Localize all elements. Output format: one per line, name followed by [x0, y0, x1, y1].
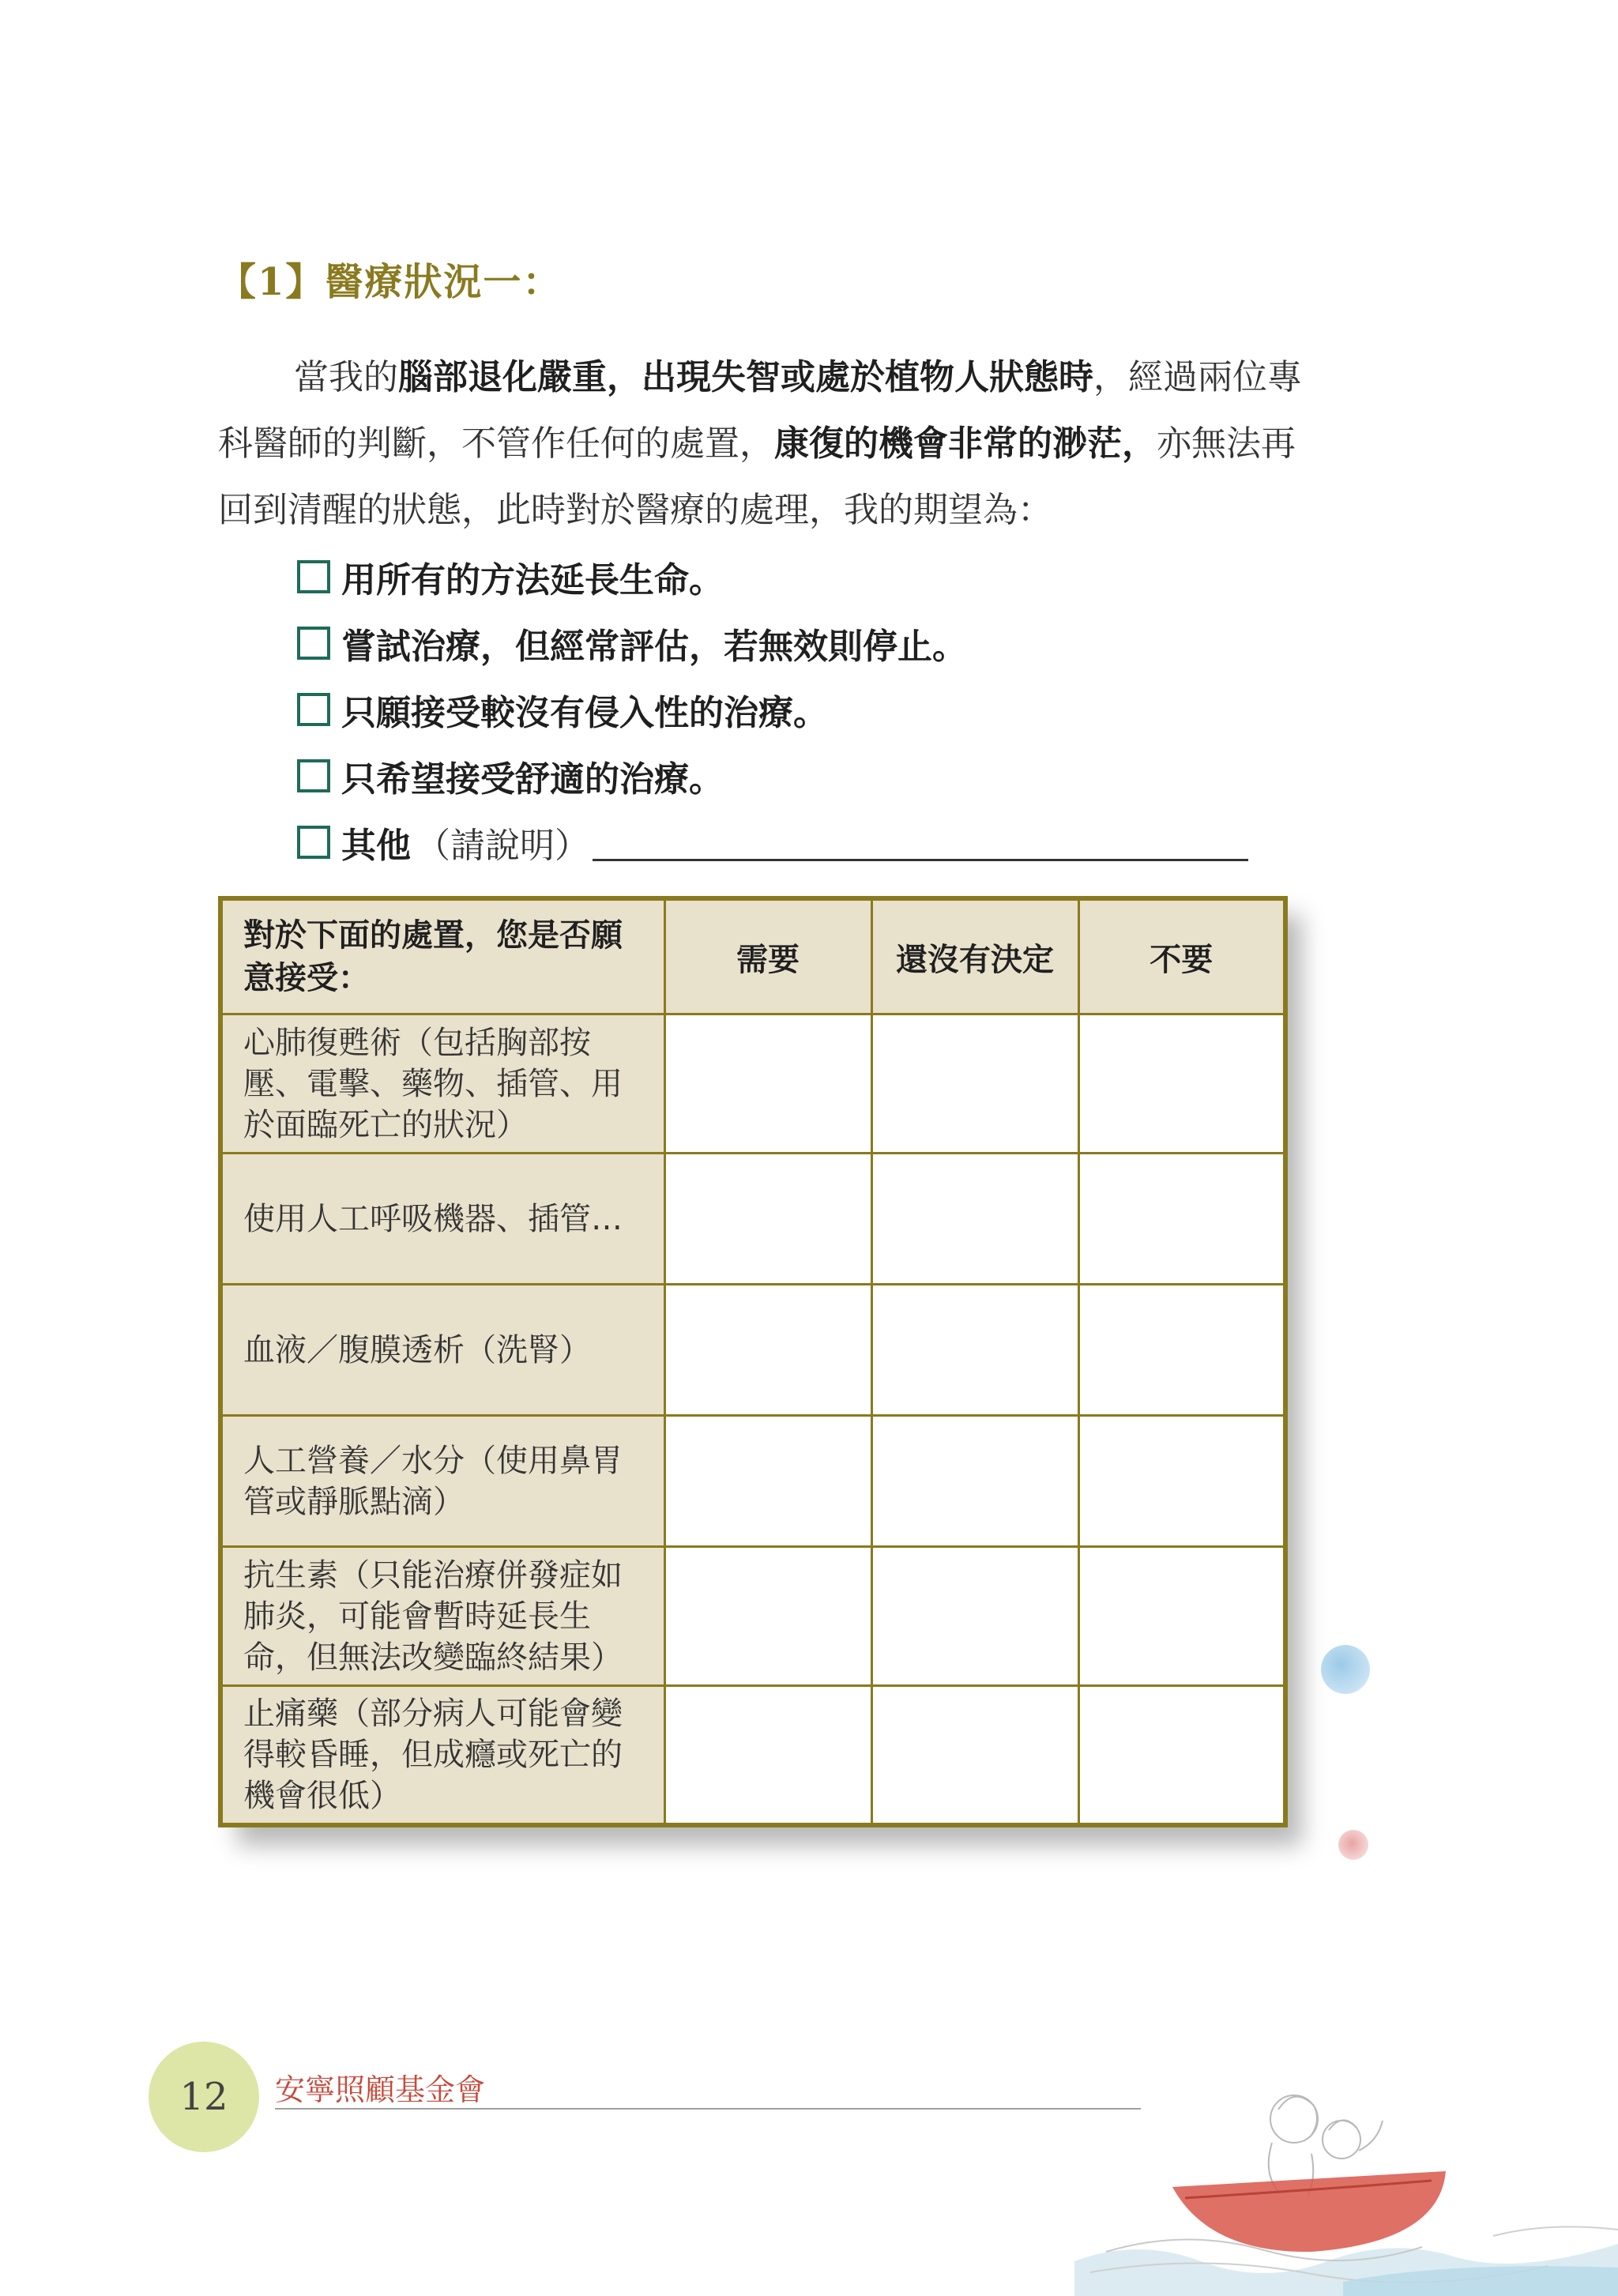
checkbox[interactable] [297, 627, 330, 660]
row-label: 止痛藥（部分病人可能會變得較昏睡，但成癮或死亡的機會很低） [220, 1686, 664, 1825]
preference-options [297, 544, 1248, 875]
table-row [220, 1285, 1285, 1416]
cell-undecided[interactable] [871, 1154, 1078, 1285]
column-header-refuse: 不要 [1078, 898, 1285, 1014]
paragraph-bold-2: 康復的機會非常的渺茫， [774, 423, 1157, 464]
cell-refuse[interactable] [1078, 1686, 1285, 1825]
cell-undecided[interactable] [871, 1686, 1078, 1825]
table-header-row [220, 898, 1285, 1014]
cell-refuse[interactable] [1078, 1285, 1285, 1416]
option-label: 嘗試治療，但經常評估，若無效則停止。 [341, 627, 967, 667]
cell-undecided[interactable] [871, 1285, 1078, 1416]
cell-undecided[interactable] [871, 1014, 1078, 1154]
treatment-table-container [218, 896, 1283, 1827]
cell-need[interactable] [664, 1285, 871, 1416]
other-write-in-line[interactable] [593, 824, 1248, 861]
cell-undecided[interactable] [871, 1547, 1078, 1686]
option-label: 用所有的方法延長生命。 [341, 560, 724, 600]
row-label: 血液／腹膜透析（洗腎） [220, 1285, 664, 1416]
cell-refuse[interactable] [1078, 1014, 1285, 1154]
cell-refuse[interactable] [1078, 1547, 1285, 1686]
cell-refuse[interactable] [1078, 1416, 1285, 1547]
table-row [220, 1154, 1285, 1285]
row-label: 使用人工呼吸機器、插管… [220, 1154, 664, 1285]
cell-need[interactable] [664, 1547, 871, 1686]
option-comfort-care[interactable] [297, 743, 1248, 809]
cell-need[interactable] [664, 1416, 871, 1547]
decorative-pink-dot [1338, 1830, 1368, 1860]
footer-divider [275, 2108, 1141, 2110]
cell-need[interactable] [664, 1686, 871, 1825]
paragraph-bold-1: 腦部退化嚴重，出現失智或處於植物人狀態時 [398, 357, 1093, 397]
checkbox[interactable] [297, 759, 330, 792]
option-note: （請說明） [416, 826, 589, 866]
column-header-treatment: 對於下面的處置，您是否願意接受： [220, 898, 664, 1014]
row-label: 心肺復甦術（包括胸部按壓、電擊、藥物、插管、用於面臨死亡的狀況） [220, 1014, 664, 1154]
row-label: 抗生素（只能治療併發症如肺炎，可能會暫時延長生命，但無法改變臨終結果） [220, 1547, 664, 1686]
intro-paragraph [218, 344, 1308, 544]
table-row [220, 1686, 1285, 1825]
paragraph-text-2: ，經過兩位專科醫師的判斷，不管作任何的處置， [218, 357, 1302, 464]
checkbox[interactable] [297, 693, 330, 726]
page-number: 12 [179, 2075, 228, 2119]
foundation-name: 安寧照顧基金會 [275, 2072, 486, 2107]
decorative-blue-dot [1321, 1645, 1370, 1694]
cell-undecided[interactable] [871, 1416, 1078, 1547]
paragraph-text-1: 當我的 [294, 357, 398, 397]
option-less-invasive[interactable] [297, 676, 1248, 743]
option-label: 只希望接受舒適的治療。 [341, 759, 724, 800]
table-row [220, 1547, 1285, 1686]
checkbox[interactable] [297, 826, 330, 859]
column-header-undecided: 還沒有決定 [871, 898, 1078, 1014]
treatment-preference-table [218, 896, 1288, 1827]
cell-refuse[interactable] [1078, 1154, 1285, 1285]
option-label: 只願接受較沒有侵入性的治療。 [341, 693, 828, 733]
cell-need[interactable] [664, 1014, 871, 1154]
table-row [220, 1014, 1285, 1154]
table-row [220, 1416, 1285, 1547]
paragraph-text-3: 亦無法再回到清醒的狀態，此時對於醫療的處理，我的期望為： [218, 423, 1296, 530]
option-other[interactable] [297, 809, 1248, 875]
row-label: 人工營養／水分（使用鼻胃管或靜脈點滴） [220, 1416, 664, 1547]
option-label: 其他 [341, 826, 411, 866]
page-number-badge [149, 2042, 259, 2152]
section-heading: 【1】醫療狀況一： [218, 260, 563, 304]
option-extend-life[interactable] [297, 544, 1248, 610]
column-header-need: 需要 [664, 898, 871, 1014]
checkbox[interactable] [297, 560, 330, 593]
cell-need[interactable] [664, 1154, 871, 1285]
option-trial-treatment[interactable] [297, 610, 1248, 676]
boat-illustration [1074, 2054, 1618, 2296]
